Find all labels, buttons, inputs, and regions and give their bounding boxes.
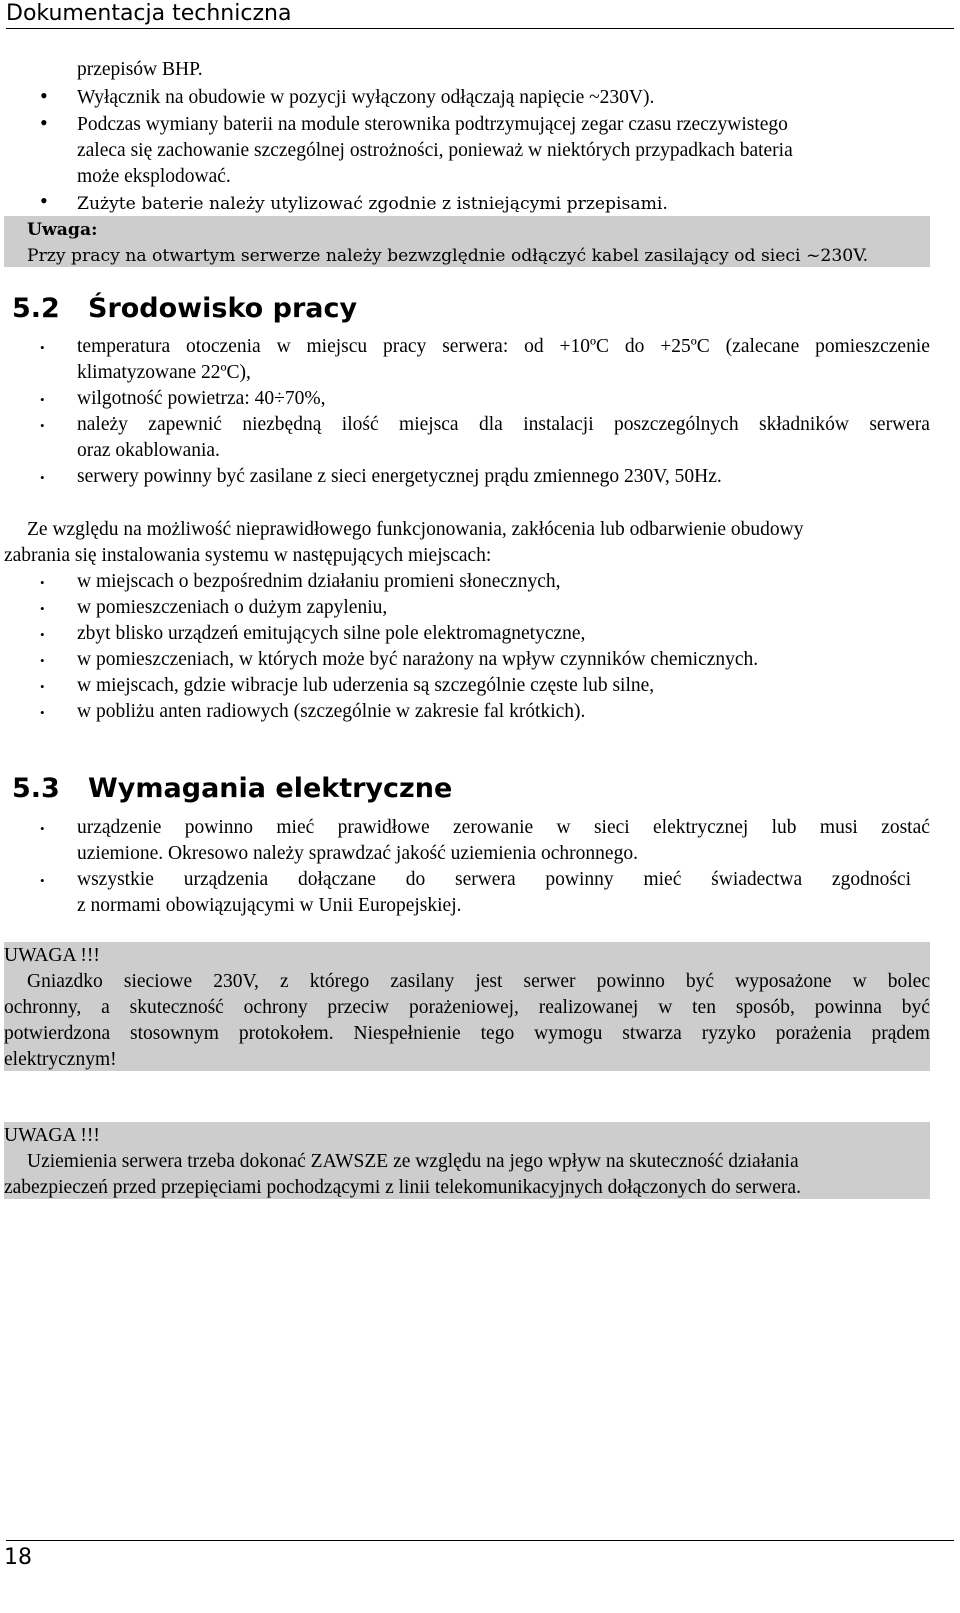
bullet-icon: • <box>40 83 48 108</box>
word: zerowanie <box>453 817 534 838</box>
paragraph-line: Ze względu na możliwość nieprawidłowego funkcjonowania, zakłócenia lub odbarwienie obudowy <box>27 519 804 540</box>
word: pracy <box>383 336 427 357</box>
section-number: 5.3 <box>12 773 60 804</box>
word: serwera: <box>442 336 509 357</box>
warning-line <box>4 1022 930 1046</box>
word: serwera <box>454 869 516 890</box>
word: zostać <box>881 817 930 838</box>
page-header <box>6 1 954 29</box>
word: powinna <box>814 997 882 1018</box>
warning-line <box>4 996 930 1020</box>
note-label: Uwaga: <box>27 220 98 240</box>
bullet-icon: • <box>40 653 45 668</box>
word: ochrony <box>243 997 308 1018</box>
word: do <box>624 336 645 357</box>
word: musi <box>819 817 858 838</box>
word: realizowanej <box>538 997 639 1018</box>
word: należy <box>77 414 128 435</box>
word: poszczególnych <box>614 414 739 435</box>
word: powinno <box>184 817 254 838</box>
word: tego <box>480 1023 515 1044</box>
list-item: w pomieszczeniach, w których może być narażony na wpływ czynników chemicznych. <box>77 649 759 670</box>
list-item-continuation: oraz okablowania. <box>77 440 220 461</box>
word: być <box>901 997 930 1018</box>
word: w <box>658 997 673 1018</box>
word: składników <box>759 414 849 435</box>
list-item <box>77 413 930 437</box>
word: serwera <box>869 414 930 435</box>
continued-line: przepisów BHP. <box>77 59 203 80</box>
word: do <box>405 869 426 890</box>
word: miejscu <box>306 336 368 357</box>
word: porażenia <box>775 1023 852 1044</box>
word: instalacji <box>523 414 594 435</box>
word: mieć <box>643 869 682 890</box>
word: porażeniowej, <box>408 997 519 1018</box>
word: dołączane <box>297 869 376 890</box>
page-number: 18 <box>4 1545 32 1570</box>
word: +25ºC <box>660 336 710 357</box>
list-item: serwery powinny być zasilane z sieci energetycznej prądu zmiennego 230V, 50Hz. <box>77 466 722 487</box>
word: świadectwa <box>711 869 803 890</box>
word: powinno <box>596 971 665 992</box>
word: zasilany <box>390 971 455 992</box>
bullet-icon: • <box>40 470 45 485</box>
list-item <box>77 868 911 892</box>
list-item <box>77 335 930 359</box>
word: potwierdzona <box>4 1023 111 1044</box>
word: sieciowe <box>123 971 193 992</box>
word: prądem <box>871 1023 930 1044</box>
warning-line: elektrycznym! <box>4 1049 117 1070</box>
word: w <box>852 971 867 992</box>
intro-bullet: Wyłącznik na obudowie w pozycji wyłączony odłączają napięcie ~230V). <box>77 87 655 108</box>
note-text: Przy pracy na otwartym serwerze należy bezwzględnie odłączyć kabel zasilający od sieci ~230V. <box>27 246 869 266</box>
list-item-continuation: z normami obowiązującymi w Unii Europejskiej. <box>77 895 462 916</box>
bullet-icon: • <box>40 110 48 135</box>
bullet-icon: • <box>40 821 45 836</box>
word: ochronny, <box>4 997 82 1018</box>
bullet-icon: • <box>40 418 45 433</box>
word: temperatura <box>77 336 171 357</box>
word: wyposażone <box>735 971 832 992</box>
intro-bullet: Podczas wymiany baterii na module sterownika podtrzymującej zegar czasu rzeczywistego <box>77 114 788 135</box>
word: urządzenie <box>77 817 162 838</box>
word: z <box>279 971 289 992</box>
list-item: w pomieszczeniach o dużym zapyleniu, <box>77 597 388 618</box>
bullet-icon: • <box>40 627 45 642</box>
word: przeciw <box>327 997 390 1018</box>
bullet-icon: • <box>40 392 45 407</box>
word: od <box>524 336 544 357</box>
word: bolec <box>887 971 930 992</box>
intro-bullet-continuation: może eksplodować. <box>77 166 231 187</box>
warning-line: Uziemienia serwera trzeba dokonać ZAWSZE ze względu na jego wpływ na skuteczność działania <box>27 1151 799 1172</box>
word: ten <box>692 997 716 1018</box>
word: dla <box>479 414 503 435</box>
footer-divider <box>6 1540 954 1541</box>
word: powinny <box>545 869 614 890</box>
word: a <box>101 997 110 1018</box>
word: w <box>556 817 571 838</box>
section-title: Środowisko pracy <box>88 293 358 324</box>
bullet-icon: • <box>40 575 45 590</box>
word: stosownym <box>130 1023 219 1044</box>
word: skuteczność <box>129 997 224 1018</box>
bullet-icon: • <box>40 705 45 720</box>
bullet-icon: • <box>40 873 45 888</box>
intro-bullet-continuation: zaleca się zachowanie szczególnej ostrożności, ponieważ w niektórych przypadkach bateria <box>77 140 793 161</box>
word: zgodności <box>831 869 911 890</box>
word: jest <box>475 971 503 992</box>
list-item <box>77 816 930 840</box>
section-title: Wymagania elektryczne <box>88 773 453 804</box>
section-number: 5.2 <box>12 293 60 324</box>
word: sposób, <box>735 997 795 1018</box>
word: stwarza <box>622 1023 682 1044</box>
word: +10ºC <box>559 336 610 357</box>
word: ryzyko <box>701 1023 756 1044</box>
word: 230V, <box>213 971 259 992</box>
word: w <box>276 336 291 357</box>
warning-line: zabezpieczeń przed przepięciami pochodzącymi z linii telekomunikacyjnych dołączonych do serwera. <box>4 1177 801 1198</box>
word: wymogu <box>534 1023 603 1044</box>
list-item: w miejscach o bezpośrednim działaniu promieni słonecznych, <box>77 571 561 592</box>
warning-label: UWAGA !!! <box>4 1125 100 1146</box>
bullet-icon: • <box>40 188 48 213</box>
word: niezbędną <box>242 414 322 435</box>
bullet-icon: • <box>40 601 45 616</box>
intro-bullet: Zużyte baterie należy utylizować zgodnie z istniejącymi przepisami. <box>77 194 668 214</box>
word: mieć <box>276 817 315 838</box>
paragraph-line: zabrania się instalowania systemu w następujących miejscach: <box>4 545 492 566</box>
list-item: wilgotność powietrza: 40÷70%, <box>77 388 326 409</box>
word: być <box>685 971 715 992</box>
word: Gniazdko <box>27 971 103 992</box>
list-item-continuation: klimatyzowane 22ºC), <box>77 362 251 383</box>
word: (zalecane <box>725 336 800 357</box>
word: pomieszczenie <box>815 336 930 357</box>
word: Niespełnienie <box>353 1023 461 1044</box>
word: wszystkie <box>77 869 154 890</box>
word: ilość <box>341 414 379 435</box>
word: którego <box>309 971 370 992</box>
list-item-continuation: uziemione. Okresowo należy sprawdzać jakość uziemienia ochronnego. <box>77 843 638 864</box>
word: sieci <box>593 817 630 838</box>
word: otoczenia <box>185 336 261 357</box>
list-item: zbyt blisko urządzeń emitujących silne pole elektromagnetyczne, <box>77 623 586 644</box>
bullet-icon: • <box>40 340 45 355</box>
word: lub <box>771 817 797 838</box>
word: urządzenia <box>183 869 269 890</box>
list-item: w pobliżu anten radiowych (szczególnie w zakresie fal krótkich). <box>77 701 586 722</box>
warning-line <box>27 970 930 994</box>
list-item: w miejscach, gdzie wibracje lub uderzenia są szczególnie częste lub silne, <box>77 675 655 696</box>
word: serwer <box>523 971 576 992</box>
word: prawidłowe <box>337 817 430 838</box>
warning-label: UWAGA !!! <box>4 945 100 966</box>
word: protokołem. <box>238 1023 334 1044</box>
word: zapewnić <box>148 414 222 435</box>
word: miejsca <box>399 414 459 435</box>
bullet-icon: • <box>40 679 45 694</box>
word: elektrycznej <box>653 817 749 838</box>
header-title: Dokumentacja techniczna <box>6 1 292 26</box>
